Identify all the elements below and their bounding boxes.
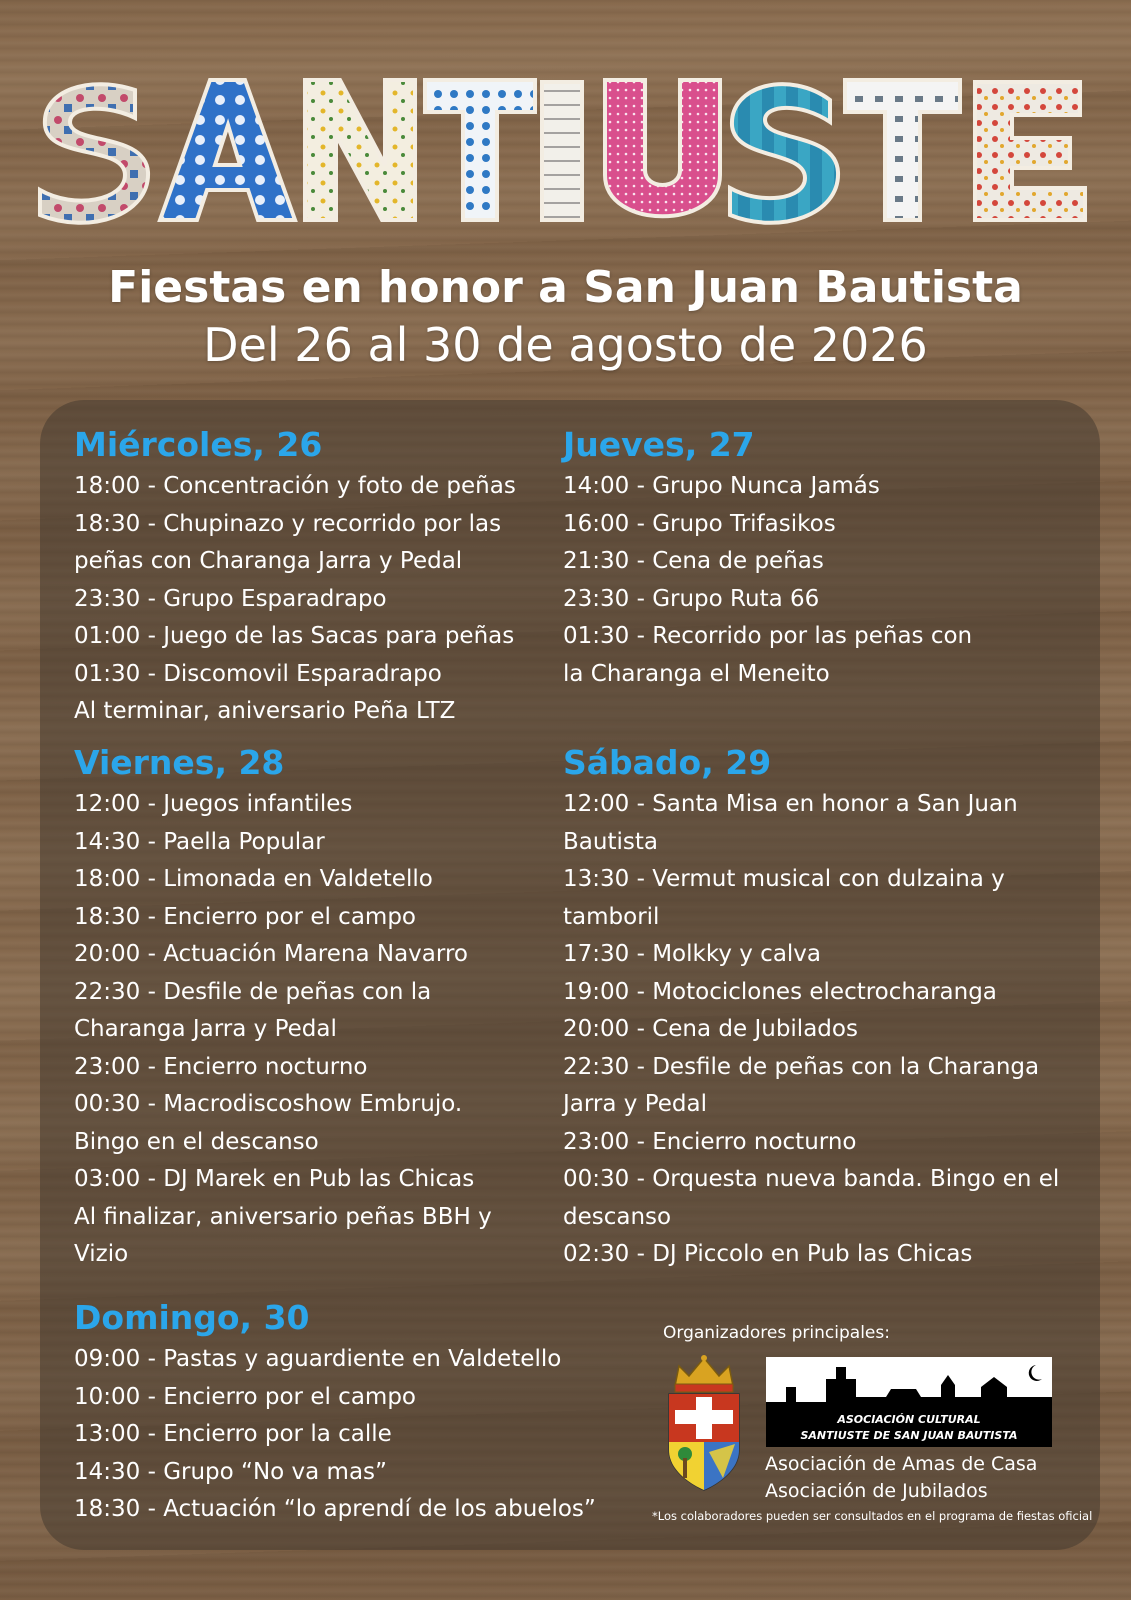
event-line: 22:30 - Desfile de peñas con la Charanga <box>563 1053 1040 1080</box>
event-line: 14:30 - Grupo “No va mas” <box>74 1458 387 1485</box>
event-line: 22:30 - Desfile de peñas con la <box>74 978 432 1005</box>
day-sabado <box>563 743 1073 1274</box>
event-line: 21:30 - Cena de peñas <box>563 548 824 574</box>
event-line: 23:30 - Grupo Ruta 66 <box>563 585 820 612</box>
event-line: 23:00 - Encierro nocturno <box>563 1128 857 1155</box>
letter-i <box>542 82 582 220</box>
event-line: Charanga Jarra y Pedal <box>74 1016 337 1042</box>
letter-n <box>305 80 415 220</box>
collaborators-footnote: *Los colaboradores pueden ser consultados en el programa de fiestas oficial <box>652 1509 1093 1523</box>
letter-s-2 <box>730 84 838 223</box>
day-viernes <box>74 743 534 1274</box>
letter-e <box>975 82 1085 220</box>
santiuste-fabric-title <box>30 70 1101 230</box>
event-line: 20:00 - Actuación Marena Navarro <box>74 941 468 967</box>
event-line: 14:30 - Paella Popular <box>74 828 325 855</box>
event-line: Al terminar, aniversario Peña LTZ <box>74 698 456 724</box>
assoc-logo-line1: ASOCIACIÓN CULTURAL <box>837 1413 981 1426</box>
letter-s <box>40 84 148 223</box>
event-line: 23:30 - Grupo Esparadrapo <box>74 585 387 612</box>
day-title: Viernes, 28 <box>74 743 285 782</box>
event-line: 13:30 - Vermut musical con dulzaina y <box>563 866 1005 892</box>
event-line: 14:00 - Grupo Nunca Jamás <box>563 473 880 499</box>
event-line: Bingo en el descanso <box>74 1128 319 1155</box>
asociacion-cultural-logo <box>766 1357 1052 1447</box>
event-line: 19:00 - Motociclones electrocharanga <box>563 978 997 1005</box>
event-line: Vizio <box>74 1241 129 1267</box>
event-line: 18:00 - Concentración y foto de peñas <box>74 473 516 499</box>
letter-t <box>425 80 535 220</box>
day-jueves <box>563 425 1013 693</box>
event-line: 09:00 - Pastas y aguardiente en Valdetello <box>74 1346 562 1372</box>
event-line: 00:30 - Macrodiscoshow Embrujo. <box>74 1091 463 1117</box>
event-line: 02:30 - DJ Piccolo en Pub las Chicas <box>563 1241 973 1267</box>
event-line: tamboril <box>563 903 660 930</box>
day-title: Sábado, 29 <box>563 743 772 782</box>
day-domingo <box>74 1298 634 1529</box>
day-miercoles <box>74 425 534 731</box>
event-line: 12:00 - Santa Misa en honor a San Juan <box>563 791 1018 817</box>
event-line: 18:00 - Limonada en Valdetello <box>74 866 433 892</box>
event-line: 23:00 - Encierro nocturno <box>74 1053 368 1080</box>
dates-subtitle: Del 26 al 30 de agosto de 2026 <box>203 318 928 372</box>
event-list <box>563 468 1013 693</box>
event-line: descanso <box>563 1203 672 1230</box>
event-line: 20:00 - Cena de Jubilados <box>563 1016 858 1042</box>
day-title: Domingo, 30 <box>74 1298 310 1337</box>
event-list <box>74 1341 634 1529</box>
event-line: 00:30 - Orquesta nueva banda. Bingo en el <box>563 1166 1060 1192</box>
event-line: 03:00 - DJ Marek en Pub las Chicas <box>74 1166 475 1192</box>
letter-u <box>605 80 720 216</box>
event-line: Jarra y Pedal <box>563 1091 707 1117</box>
event-line: 12:00 - Juegos infantiles <box>74 791 353 817</box>
event-line: 18:30 - Encierro por el campo <box>74 903 416 930</box>
organizer-amas-de-casa: Asociación de Amas de Casa <box>765 1453 1038 1475</box>
letter-t-2 <box>845 80 960 220</box>
event-line: 18:30 - Chupinazo y recorrido por las <box>74 510 502 537</box>
event-line: 13:00 - Encierro por la calle <box>74 1421 392 1447</box>
event-line: la Charanga el Meneito <box>563 660 830 687</box>
day-title: Miércoles, 26 <box>74 425 323 464</box>
headline: Fiestas en honor a San Juan Bautista <box>108 262 1023 313</box>
event-line: 17:30 - Molkky y calva <box>563 941 822 967</box>
event-line: 10:00 - Encierro por el campo <box>74 1383 416 1410</box>
event-list <box>563 786 1073 1274</box>
event-line: Al finalizar, aniversario peñas BBH y <box>74 1203 492 1230</box>
event-list <box>74 786 534 1274</box>
event-line: 01:30 - Recorrido por las peñas con <box>563 623 973 649</box>
letter-a <box>160 80 295 220</box>
organizers-label: Organizadores principales: <box>663 1323 890 1343</box>
event-line: peñas con Charanga Jarra y Pedal <box>74 548 463 574</box>
event-list <box>74 468 534 731</box>
organizer-jubilados: Asociación de Jubilados <box>765 1480 988 1502</box>
coat-of-arms-logo <box>665 1352 743 1492</box>
event-line: 16:00 - Grupo Trifasikos <box>563 510 836 537</box>
day-title: Jueves, 27 <box>563 425 755 464</box>
event-line: 01:30 - Discomovil Esparadrapo <box>74 660 442 687</box>
event-line: Bautista <box>563 828 658 855</box>
event-line: 01:00 - Juego de las Sacas para peñas <box>74 623 515 649</box>
event-line: 18:30 - Actuación “lo aprendí de los abuelos” <box>74 1496 596 1522</box>
assoc-logo-line2: SANTIUSTE DE SAN JUAN BAUTISTA <box>800 1429 1018 1442</box>
